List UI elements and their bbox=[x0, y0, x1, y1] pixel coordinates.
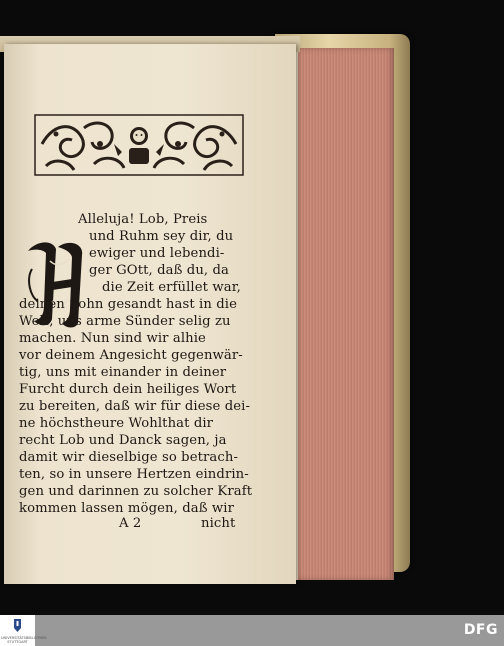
text-line: ne höchstheure Wohlthat dir bbox=[19, 416, 214, 431]
text-line: Welt, uns arme Sünder selig zu bbox=[19, 314, 231, 329]
library-crest-icon bbox=[0, 615, 35, 635]
text-line: ger GOtt, daß du, da bbox=[89, 263, 229, 278]
dfg-logo[interactable]: DFG bbox=[463, 622, 498, 638]
text-line: damit wir dieselbige so betrach- bbox=[19, 450, 239, 465]
library-logo-text: UNIVERSITÄTSBIBLIOTHEK STUTTGART bbox=[1, 636, 47, 644]
text-line: tig, uns mit einander in deiner bbox=[19, 365, 227, 380]
page-edges bbox=[296, 48, 394, 580]
library-logo[interactable] bbox=[0, 615, 47, 646]
text-line: vor deinem Angesicht gegenwär- bbox=[19, 348, 243, 363]
signature-mark: A 2 bbox=[119, 516, 142, 531]
text-line: und Ruhm sey dir, du bbox=[89, 229, 234, 244]
text-line: deinen Sohn gesandt hast in die bbox=[19, 297, 237, 312]
text-line: Alleluja! Lob, Preis bbox=[78, 212, 208, 227]
catchword: nicht bbox=[201, 516, 236, 531]
text-line: zu bereiten, daß wir für diese dei- bbox=[19, 399, 251, 414]
text-line: gen und darinnen zu solcher Kraft bbox=[19, 484, 253, 499]
viewer-footer bbox=[0, 615, 504, 646]
text-line: kommen lassen mögen, daß wir bbox=[19, 501, 235, 516]
text-line: ewiger und lebendi- bbox=[89, 246, 225, 261]
text-line: machen. Nun sind wir alhie bbox=[19, 331, 206, 346]
text-line: die Zeit erfüllet war, bbox=[102, 280, 241, 295]
text-line: Furcht durch dein heiliges Wort bbox=[19, 382, 237, 397]
text-line: recht Lob und Danck sagen, ja bbox=[19, 433, 227, 448]
text-line: ten, so in unsere Hertzen eindrin- bbox=[19, 467, 249, 482]
page-text bbox=[4, 44, 296, 584]
book-page bbox=[4, 44, 296, 584]
